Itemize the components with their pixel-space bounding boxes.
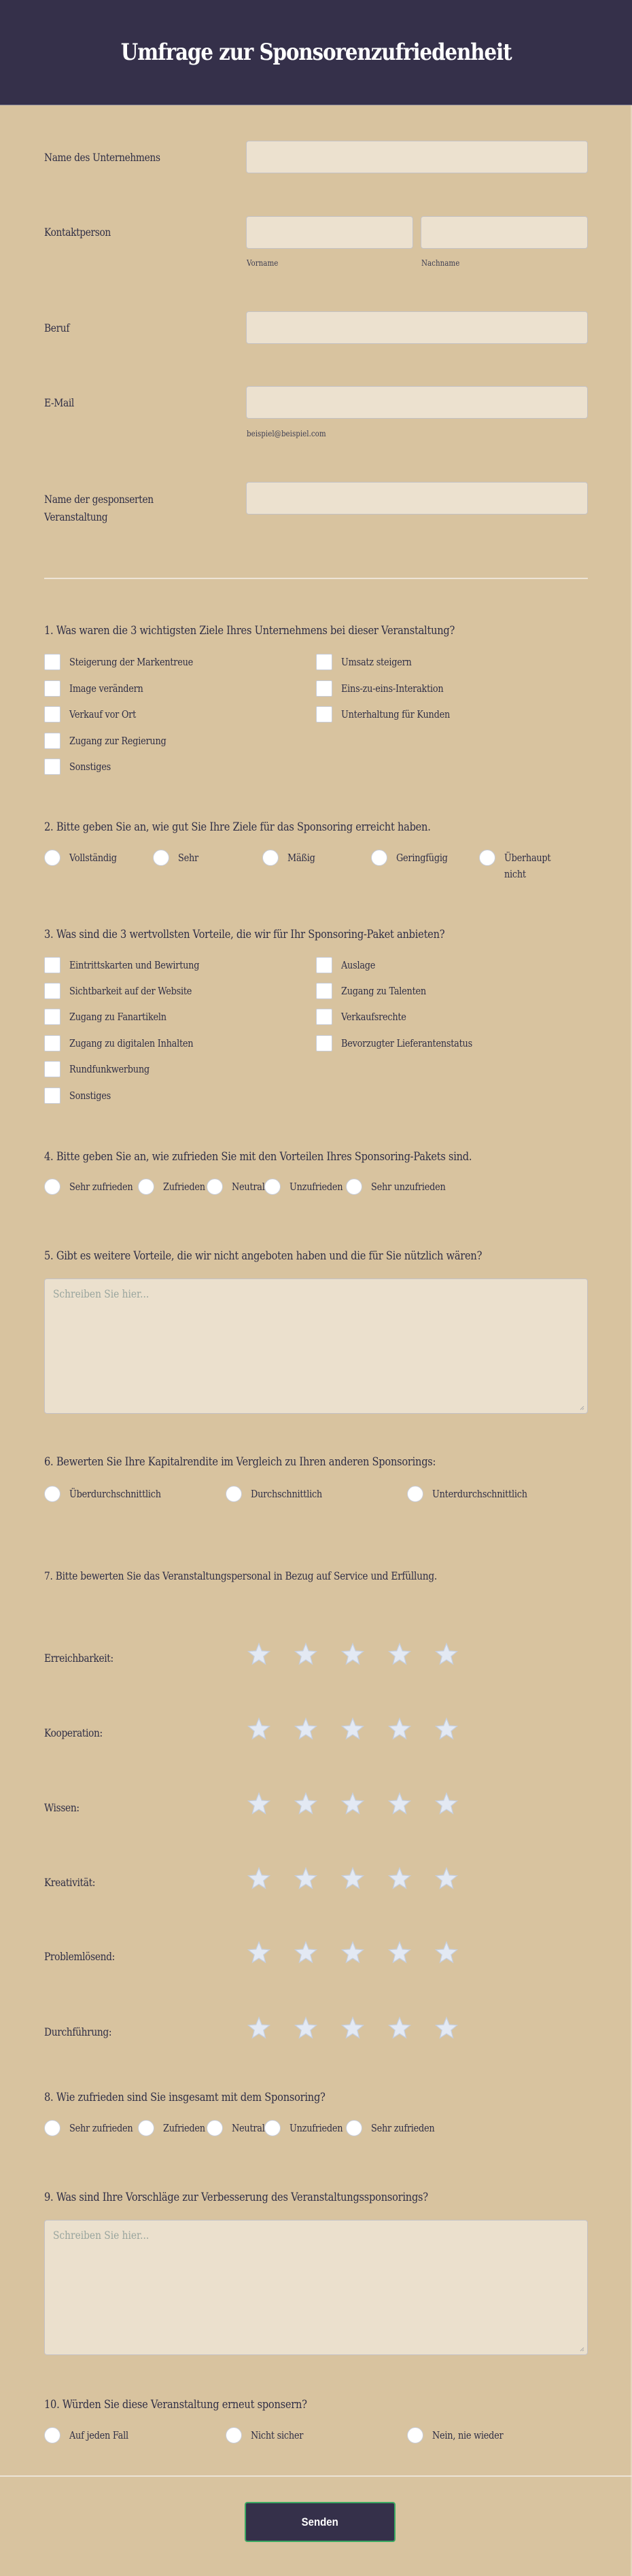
q1-option[interactable]: Zugang zur Regierung (44, 733, 182, 749)
form-title: Umfrage zur Sponsorenzufriedenheit (120, 39, 512, 66)
q3-option[interactable]: Verkaufsrechte (316, 1009, 417, 1025)
q3-option[interactable]: Auslage (316, 957, 381, 973)
star-icon[interactable] (294, 1642, 318, 1667)
checkbox[interactable] (316, 1009, 332, 1025)
q6-option[interactable]: Überdurchschnittlich (44, 1486, 176, 1502)
checkbox[interactable] (44, 680, 60, 697)
q3-option[interactable]: Sichtbarkeit auf der Website (44, 983, 211, 999)
rating-label: Wissen: (44, 1801, 80, 1814)
radio[interactable] (44, 1179, 60, 1195)
radio[interactable] (346, 1179, 362, 1195)
star-icon[interactable] (247, 1940, 271, 1965)
radio[interactable] (264, 1179, 281, 1195)
star-rating-erreichbarkeit (247, 1642, 481, 1667)
q2-option[interactable]: Vollständig (44, 850, 124, 866)
star-icon[interactable] (387, 2016, 412, 2040)
q4-options (44, 1179, 453, 1195)
email-label: E-Mail (44, 396, 74, 409)
star-icon[interactable] (340, 1792, 365, 1816)
radio[interactable] (264, 2120, 281, 2136)
radio[interactable] (207, 1179, 223, 1195)
star-rating-durchfuehrung (247, 2016, 481, 2040)
q4-option[interactable]: Sehr zufrieden (44, 1179, 138, 1195)
q1-option[interactable]: Sonstiges (44, 759, 118, 775)
star-icon[interactable] (340, 1642, 365, 1667)
checkbox[interactable] (44, 706, 60, 723)
checkbox[interactable] (44, 1035, 60, 1051)
rating-label: Kooperation: (44, 1726, 103, 1739)
rating-label: Durchführung: (44, 2025, 112, 2038)
resize-grip-icon[interactable] (579, 2346, 584, 2352)
form-header (0, 0, 632, 105)
q1-option[interactable]: Umsatz steigern (316, 654, 423, 670)
radio[interactable] (262, 850, 279, 866)
q9-title: 9. Was sind Ihre Vorschläge zur Verbesserung des Veranstaltungssponsorings? (44, 2191, 428, 2204)
radio[interactable] (479, 850, 495, 866)
radio[interactable] (44, 2427, 60, 2443)
star-icon[interactable] (434, 1866, 459, 1891)
q3-option[interactable]: Zugang zu Talenten (316, 983, 440, 999)
checkbox[interactable] (316, 957, 332, 973)
star-icon[interactable] (387, 1940, 412, 1965)
radio[interactable] (407, 2427, 423, 2443)
star-icon[interactable] (434, 1940, 459, 1965)
star-icon[interactable] (387, 1866, 412, 1891)
star-icon[interactable] (434, 1717, 459, 1741)
last-name-input[interactable] (421, 216, 588, 249)
q1-option[interactable]: Steigerung der Markentreue (44, 654, 213, 670)
q4-option[interactable]: Neutral (207, 1179, 265, 1195)
radio[interactable] (226, 2427, 242, 2443)
q10-option[interactable]: Nicht sicher (226, 2427, 312, 2443)
job-input[interactable] (246, 311, 588, 344)
checkbox[interactable] (44, 759, 60, 775)
resize-grip-icon[interactable] (579, 1405, 584, 1410)
q4-option[interactable]: Unzufrieden (264, 1179, 346, 1195)
q4-option[interactable]: Sehr unzufrieden (346, 1179, 452, 1195)
radio[interactable] (44, 2120, 60, 2136)
submit-button[interactable]: Senden (245, 2502, 396, 2542)
q3-option[interactable]: Sonstiges (44, 1087, 118, 1104)
checkbox[interactable] (44, 957, 60, 973)
radio[interactable] (44, 850, 60, 866)
star-icon[interactable] (340, 1717, 365, 1741)
q6-option[interactable]: Durchschnittlich (226, 1486, 334, 1502)
star-icon[interactable] (340, 2016, 365, 2040)
event-name-label-line2: Veranstaltung (44, 510, 108, 523)
checkbox[interactable] (316, 983, 332, 999)
q2-option[interactable]: Geringfügig (371, 850, 456, 866)
company-name-label: Name des Unternehmens (44, 151, 160, 164)
star-icon[interactable] (294, 1717, 318, 1741)
email-sublabel: beispiel@beispiel.com (247, 429, 326, 438)
checkbox[interactable] (44, 1087, 60, 1104)
star-icon[interactable] (247, 1866, 271, 1891)
q5-textarea[interactable] (44, 1278, 588, 1414)
star-icon[interactable] (340, 1940, 365, 1965)
q4-title: 4. Bitte geben Sie an, wie zufrieden Sie mit den Vorteilen Ihres Sponsoring-Pakets sind. (44, 1150, 472, 1164)
q4-option[interactable]: Zufrieden (138, 1179, 207, 1195)
q3-option[interactable]: Eintrittskarten und Bewirtung (44, 957, 220, 973)
star-icon[interactable] (387, 1717, 412, 1741)
checkbox[interactable] (44, 1061, 60, 1077)
star-icon[interactable] (247, 1792, 271, 1816)
checkbox[interactable] (44, 733, 60, 749)
radio[interactable] (226, 1486, 242, 1502)
radio[interactable] (44, 1486, 60, 1502)
rating-label: Problemlösend: (44, 1950, 115, 1963)
q3-option[interactable]: Rundfunkwerbung (44, 1061, 162, 1077)
star-icon[interactable] (247, 2016, 271, 2040)
radio[interactable] (153, 850, 169, 866)
q2-option[interactable]: Mäßig (262, 850, 319, 866)
radio[interactable] (371, 850, 387, 866)
q3-option[interactable]: Bevorzugter Lieferantenstatus (316, 1035, 493, 1051)
checkbox[interactable] (316, 706, 332, 723)
q3-title: 3. Was sind die 3 wertvollsten Vorteile, die wir für Ihr Sponsoring-Paket anbieten? (44, 928, 445, 941)
q10-title: 10. Würden Sie diese Veranstaltung erneut sponsern? (44, 2398, 307, 2412)
q2-option[interactable]: Überhaupt nicht (479, 850, 552, 882)
q8-title: 8. Wie zufrieden sind Sie insgesamt mit dem Sponsoring? (44, 2091, 326, 2104)
q8-option[interactable]: Unzufrieden (264, 2120, 346, 2136)
q8-option[interactable]: Sehr zufrieden (346, 2120, 440, 2136)
radio[interactable] (346, 2120, 362, 2136)
q3-option[interactable]: Zugang zu Fanartikeln (44, 1009, 182, 1025)
star-icon[interactable] (294, 2016, 318, 2040)
radio[interactable] (138, 1179, 154, 1195)
q1-option[interactable]: Image verändern (44, 680, 155, 697)
radio[interactable] (407, 1486, 423, 1502)
q5-title: 5. Gibt es weitere Vorteile, die wir nicht angeboten haben und die für Sie nützlich wären? (44, 1249, 482, 1263)
star-icon[interactable] (247, 1717, 271, 1741)
star-icon[interactable] (294, 1940, 318, 1965)
email-input[interactable] (246, 386, 588, 419)
footer-divider (0, 2475, 632, 2477)
star-icon[interactable] (434, 1792, 459, 1816)
q1-option[interactable]: Unterhaltung für Kunden (316, 706, 468, 723)
section-divider (44, 578, 588, 579)
radio[interactable] (207, 2120, 223, 2136)
q3-option[interactable]: Zugang zu digitalen Inhalten (44, 1035, 213, 1051)
q7-title: 7. Bitte bewerten Sie das Veranstaltungspersonal in Bezug auf Service und Erfüllung. (44, 1569, 438, 1582)
q1-title: 1. Was waren die 3 wichtigsten Ziele Ihres Unternehmens bei dieser Veranstaltung? (44, 624, 455, 638)
checkbox[interactable] (316, 680, 332, 697)
star-rating-kooperation (247, 1717, 481, 1741)
checkbox[interactable] (44, 654, 60, 670)
radio[interactable] (138, 2120, 154, 2136)
star-icon[interactable] (434, 1642, 459, 1667)
star-icon[interactable] (387, 1642, 412, 1667)
q1-option[interactable]: Eins-zu-eins-Interaktion (316, 680, 460, 697)
star-rating-problemloesend (247, 1940, 481, 1965)
event-name-label-line1: Name der gesponserten (44, 493, 154, 506)
first-name-sublabel: Vorname (247, 258, 279, 268)
q8-option[interactable]: Zufrieden (138, 2120, 207, 2136)
checkbox[interactable] (316, 1035, 332, 1051)
star-icon[interactable] (387, 1792, 412, 1816)
contact-person-label: Kontaktperson (44, 226, 111, 239)
checkbox[interactable] (44, 983, 60, 999)
q10-option[interactable]: Auf jeden Fall (44, 2427, 138, 2443)
q1-option[interactable]: Verkauf vor Ort (44, 706, 147, 723)
q10-option[interactable]: Nein, nie wieder (407, 2427, 514, 2443)
q5-placeholder: Schreiben Sie hier... (53, 1287, 150, 1300)
star-icon[interactable] (340, 1866, 365, 1891)
checkbox[interactable] (316, 654, 332, 670)
star-icon[interactable] (294, 1792, 318, 1816)
q8-options (44, 2120, 440, 2136)
rating-label: Kreativität: (44, 1876, 96, 1889)
checkbox[interactable] (44, 1009, 60, 1025)
q9-placeholder: Schreiben Sie hier... (53, 2229, 150, 2242)
q6-option[interactable]: Unterdurchschnittlich (407, 1486, 543, 1502)
star-rating-kreativitaet (247, 1866, 481, 1891)
star-rating-wissen (247, 1792, 481, 1816)
star-icon[interactable] (294, 1866, 318, 1891)
q9-textarea[interactable] (44, 2220, 588, 2355)
rating-label: Erreichbarkeit: (44, 1652, 113, 1665)
q2-title: 2. Bitte geben Sie an, wie gut Sie Ihre Ziele für das Sponsoring erreicht haben. (44, 820, 431, 834)
last-name-sublabel: Nachname (421, 258, 460, 268)
star-icon[interactable] (247, 1642, 271, 1667)
first-name-input[interactable] (246, 216, 413, 249)
company-name-input[interactable] (246, 141, 588, 173)
event-name-input[interactable] (246, 482, 588, 515)
q8-option[interactable]: Sehr zufrieden (44, 2120, 138, 2136)
star-icon[interactable] (434, 2016, 459, 2040)
q6-title: 6. Bewerten Sie Ihre Kapitalrendite im Vergleich zu Ihren anderen Sponsorings: (44, 1455, 436, 1469)
job-label: Beruf (44, 321, 70, 334)
q8-option[interactable]: Neutral (207, 2120, 265, 2136)
q2-option[interactable]: Sehr (153, 850, 202, 866)
